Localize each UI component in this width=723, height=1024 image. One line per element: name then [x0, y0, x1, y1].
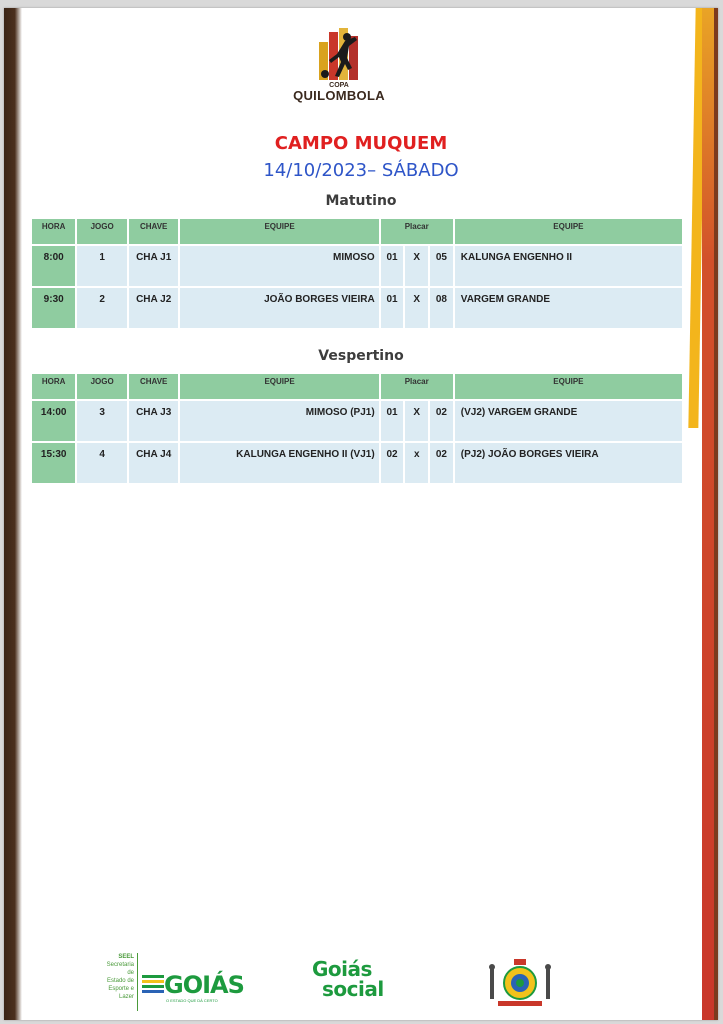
match-date: 14/10/2023– SÁBADO: [263, 160, 459, 181]
cell-score-sep: X: [405, 246, 428, 286]
cell-score-away: 08: [430, 288, 453, 328]
cell-chave: CHA J2: [129, 288, 179, 328]
col-jogo: JOGO: [77, 219, 127, 244]
seel-line: Secretaria: [106, 962, 134, 968]
cell-hora: 15:30: [32, 443, 75, 483]
cell-score-home: 02: [381, 443, 404, 483]
cell-jogo: 1: [77, 246, 127, 286]
copa-quilombola-logo: [289, 28, 389, 118]
cell-score-home: 01: [381, 246, 404, 286]
schedule-table-matutino: [30, 217, 684, 330]
table-row: [32, 443, 682, 483]
table-header-row: [32, 374, 682, 399]
seel-line: SEEL: [118, 954, 134, 960]
cell-score-sep: X: [405, 401, 428, 441]
cell-home-team: MIMOSO: [180, 246, 378, 286]
social-line-1: Goiás: [312, 957, 372, 981]
goias-tagline: O ESTADO QUE DÁ CERTO: [166, 998, 218, 1003]
goias-government-logo: [142, 971, 242, 1007]
cell-score-sep: X: [405, 288, 428, 328]
col-placar: Placar: [381, 374, 453, 399]
cell-score-home: 01: [381, 401, 404, 441]
seel-line: Estado de: [106, 978, 134, 984]
col-equipe-away: EQUIPE: [455, 374, 682, 399]
seel-line: Lazer: [118, 994, 134, 1000]
cell-hora: 8:00: [32, 246, 75, 286]
cell-away-team: (VJ2) VARGEM GRANDE: [455, 401, 682, 441]
cell-score-home: 01: [381, 288, 404, 328]
table-row: [32, 246, 682, 286]
cell-jogo: 4: [77, 443, 127, 483]
col-chave: CHAVE: [129, 374, 179, 399]
schedule-table-vespertino: [30, 372, 684, 485]
session-label-vespertino: Vespertino: [318, 348, 404, 364]
social-line-2: social: [322, 977, 384, 1001]
seel-line: de: [127, 970, 134, 976]
cell-chave: CHA J4: [129, 443, 179, 483]
page-title: CAMPO MUQUEM: [274, 133, 448, 154]
logo-line-quilombola: QUILOMBOLA: [293, 88, 385, 103]
footer-logos: [4, 953, 718, 1013]
col-equipe-home: EQUIPE: [180, 219, 378, 244]
cell-score-away: 02: [430, 443, 453, 483]
cell-jogo: 3: [77, 401, 127, 441]
col-equipe-away: EQUIPE: [455, 219, 682, 244]
cell-score-sep: x: [405, 443, 428, 483]
col-equipe-home: EQUIPE: [180, 374, 378, 399]
cell-score-away: 02: [430, 401, 453, 441]
col-hora: HORA: [32, 374, 75, 399]
goias-wordmark: GOIÁS: [164, 971, 244, 999]
cell-score-away: 05: [430, 246, 453, 286]
table-header-row: [32, 219, 682, 244]
logo-line-copa: COPA: [329, 82, 349, 89]
session-label-matutino: Matutino: [325, 193, 397, 209]
table-row: [32, 288, 682, 328]
goias-flag-icon: [142, 973, 164, 995]
cell-home-team: KALUNGA ENGENHO II (VJ1): [180, 443, 378, 483]
col-hora: HORA: [32, 219, 75, 244]
goias-social-logo: [312, 959, 412, 999]
cell-away-team: KALUNGA ENGENHO II: [455, 246, 682, 286]
col-placar: Placar: [381, 219, 453, 244]
cell-home-team: JOÃO BORGES VIEIRA: [180, 288, 378, 328]
seel-logo: [82, 953, 134, 1001]
cell-away-team: VARGEM GRANDE: [455, 288, 682, 328]
table-row: [32, 401, 682, 441]
cell-home-team: MIMOSO (PJ1): [180, 401, 378, 441]
cell-hora: 9:30: [32, 288, 75, 328]
footer-divider: [137, 953, 138, 1011]
seel-line: Esporte e: [108, 986, 134, 992]
cell-chave: CHA J1: [129, 246, 179, 286]
col-chave: CHAVE: [129, 219, 179, 244]
cell-hora: 14:00: [32, 401, 75, 441]
document-page: [4, 8, 718, 1020]
cell-away-team: (PJ2) JOÃO BORGES VIEIRA: [455, 443, 682, 483]
cell-jogo: 2: [77, 288, 127, 328]
cell-chave: CHA J3: [129, 401, 179, 441]
municipal-crest-icon: [484, 957, 556, 1009]
col-jogo: JOGO: [77, 374, 127, 399]
